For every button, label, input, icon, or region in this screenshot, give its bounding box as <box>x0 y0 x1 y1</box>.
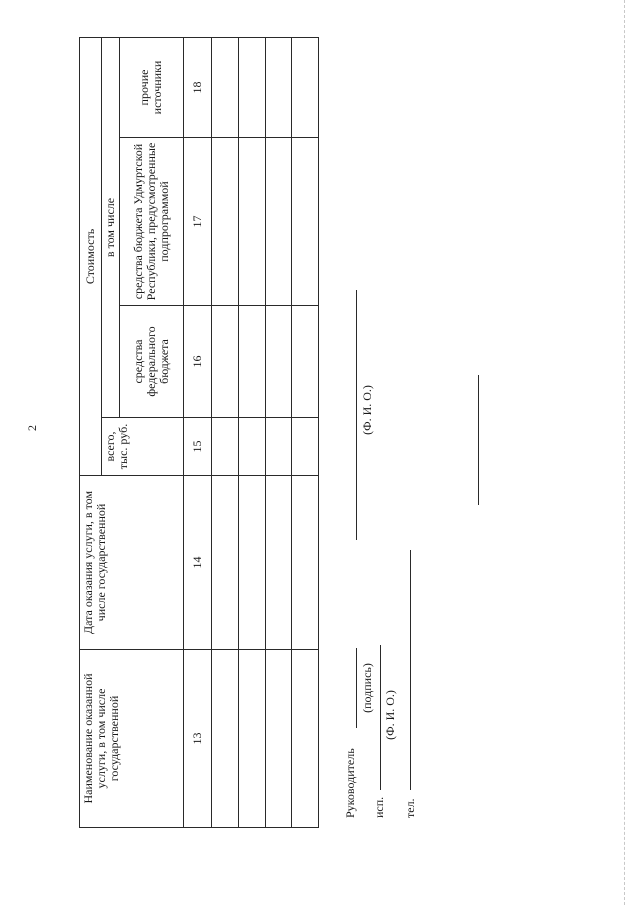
column-number: 13 <box>183 650 212 828</box>
separator-line <box>478 375 479 505</box>
header-other-sources: прочие источники <box>119 37 183 137</box>
signature-line <box>356 648 357 728</box>
header-including: в том числе <box>101 37 119 417</box>
header-service-date: Дата оказания услуги, в том числе государственной <box>80 476 184 650</box>
column-number: 14 <box>183 476 212 650</box>
head-label: Руководитель <box>343 748 357 818</box>
executor-line <box>380 645 381 790</box>
header-service-name: Наименование оказанной услуги, в том числе государственной <box>80 650 184 828</box>
phone-label: тел. <box>403 798 417 818</box>
executor-label: исп. <box>372 796 386 818</box>
scan-edge-divider <box>624 0 626 905</box>
name-line <box>356 290 357 540</box>
page-number: 2 <box>25 425 39 431</box>
executor-name-caption: (Ф. И. О.) <box>383 690 397 740</box>
header-republic-budget: средства бюджета Удмуртской Республики, предусмотренные подпрограммой <box>119 138 183 306</box>
signature-caption: (подпись) <box>360 663 374 713</box>
name-caption: (Ф. И. О.) <box>360 385 374 435</box>
header-federal-budget: средства федерального бюджета <box>119 306 183 418</box>
column-number: 18 <box>183 37 212 137</box>
column-number: 17 <box>183 138 212 306</box>
header-total: всего, тыс. руб. <box>101 418 183 476</box>
header-cost: Стоимость <box>80 37 102 475</box>
phone-line <box>410 550 411 790</box>
column-number: 16 <box>183 306 212 418</box>
column-number: 15 <box>183 418 212 476</box>
